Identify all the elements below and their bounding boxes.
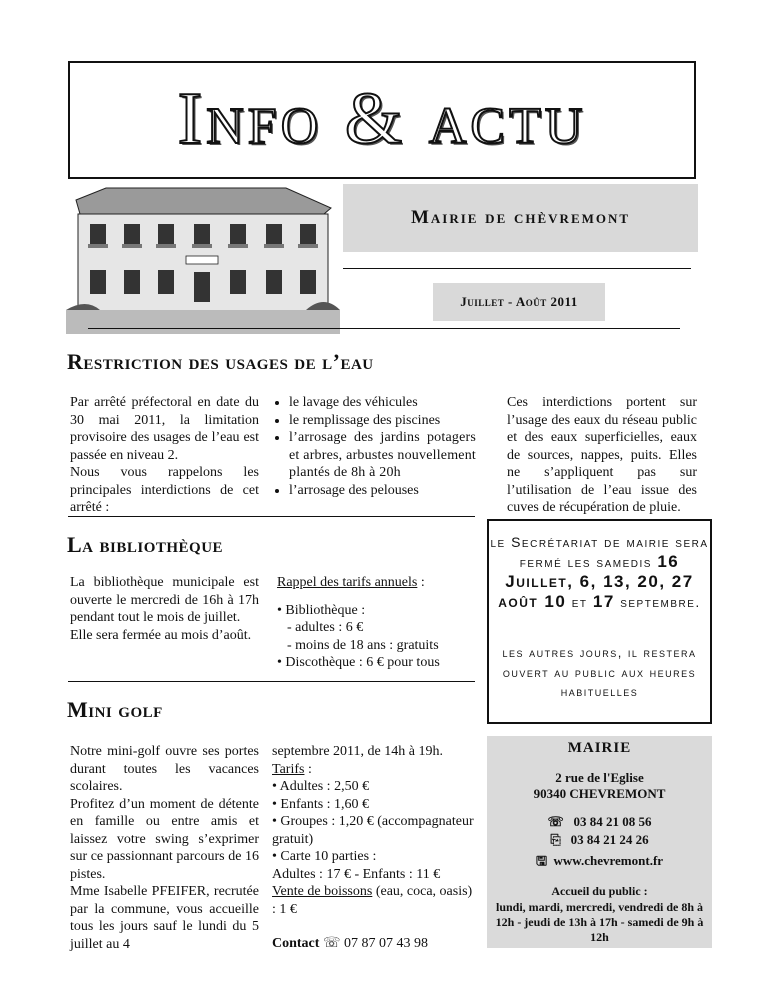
tarifs-label: Tarifs (272, 761, 305, 777)
contact-fax-line (487, 832, 712, 848)
restriction-list (273, 394, 476, 499)
divider (343, 268, 691, 269)
tarifs-label: Rappel des tarifs annuels (277, 575, 418, 590)
boissons-label: Vente de boissons (272, 884, 373, 899)
list-item: • le remplissage des piscines (289, 412, 476, 430)
hours-title: Accueil du public : (551, 884, 648, 898)
secretariat-date-last: 17 (592, 592, 615, 611)
contact-address-1: 2 rue de l'Eglise (555, 770, 644, 785)
list-item: • l’arrosage des pelouses (289, 482, 476, 500)
minigolf-text-2: Profitez d’un moment de détente en famille ou entre amis et laissez votre swing s’exprimer sur ce passionnant parcours de 16 pistes. (70, 796, 259, 882)
tarif-line: - adultes : 6 € (287, 620, 364, 635)
secretariat-dates: 16 Juillet, 6, 13, 20, 27 août 10 (498, 552, 694, 611)
phone-icon: ☏ (322, 936, 341, 951)
contact-fax: 03 84 21 24 26 (570, 832, 649, 847)
bibliotheque-text (70, 574, 259, 644)
hours-text: lundi, mardi, mercredi, vendredi de 8h à 12h - jeudi de 13h à 17h - samedi de 9h à 12h (495, 900, 704, 944)
contact-phone: 07 87 07 43 98 (343, 936, 428, 951)
tarif-line: • Discothèque : 6 € pour tous (277, 655, 440, 670)
tarif-line: Adultes : 17 € - Enfants : 11 € (272, 866, 441, 882)
tarif-line: • Adultes : 2,50 € (272, 779, 370, 794)
contact-title: MAIRIE (567, 740, 632, 756)
secretariat-opening: les autres jours, il restera ouvert au public aux heures habituelles (502, 645, 697, 699)
boissons-text: (eau, coca, oasis) : 1 € (272, 884, 473, 917)
masthead-title: Info & actu (177, 78, 587, 160)
secretariat-text-b: et (566, 594, 593, 610)
issue-date: Juillet - Août 2011 (433, 283, 605, 321)
restriction-heading: Restriction des usages de l’eau (67, 349, 374, 374)
secretariat-closure (490, 533, 709, 612)
tarifs-colon: : (304, 761, 312, 777)
contact-phone: 03 84 21 08 56 (573, 814, 652, 829)
minigolf-heading: Mini golf (67, 697, 163, 722)
computer-icon: 🖫 (535, 853, 548, 868)
bibliotheque-text-2: Elle sera fermée au mois d’août. (70, 627, 252, 643)
divider (88, 328, 680, 329)
contact-label: Contact (272, 936, 320, 951)
bibliotheque-heading: La bibliothèque (67, 532, 224, 557)
minigolf-text-3: Mme Isabelle PFEIFER, recrutée par la commune, vous accueille tous les jours sauf le lundi du 5 juillet au 4 (70, 884, 259, 952)
minigolf-text-1: Notre mini-golf ouvre ses portes durant toutes les vacances scolaires. (70, 744, 259, 794)
bibliotheque-text-1: La bibliothèque municipale est ouverte le mercredi de 16h à 17h pendant tout le mois de juillet. (70, 575, 259, 625)
contact-card (487, 736, 712, 948)
bibliotheque-tarifs (277, 574, 477, 672)
restriction-intro-text-1: Par arrêté préfectoral en date du 30 mai 2011, la limitation provisoire des usages de l’eau est passée en niveau 2. (70, 395, 259, 463)
tarifs-colon: : (417, 575, 425, 590)
minigolf-text-4: septembre 2011, de 14h à 19h. (272, 744, 443, 759)
restriction-note-text: Ces interdictions portent sur l’usage des eaux du réseau public et des eaux superficielles, eaux de sources, nappes, puits. Elles ne s’appliquent pas sur l’utilisation de l’eau issue des cuves de récupération de pluie. (507, 395, 697, 515)
secretariat-text-a: le Secrétariat de mairie sera fermé les samedis (490, 534, 709, 570)
minigolf-tarifs (272, 743, 477, 953)
restriction-intro-text-2: Nous vous rappelons les principales interdictions de cet arrêté : (70, 465, 259, 515)
contact-website-link[interactable]: www.chevremont.fr (553, 853, 664, 868)
restriction-intro (70, 394, 259, 517)
divider (68, 516, 475, 517)
contact-phone-line (487, 814, 712, 830)
contact-address-2: 90340 CHEVREMONT (533, 786, 666, 801)
minigolf-text (70, 743, 259, 953)
tarif-line: • Carte 10 parties : (272, 849, 377, 864)
tarif-line: • Groupes : 1,20 € (accompagnateur gratuit) (272, 814, 474, 847)
fax-icon: ⎘ (550, 832, 561, 847)
list-item: • l’arrosage des jardins potagers et arbres, arbustes nouvellement plantés de 8h à 20h (289, 429, 476, 482)
tarif-line: • Enfants : 1,60 € (272, 796, 370, 812)
tarif-line: • Bibliothèque : (277, 602, 366, 618)
mairie-title: Mairie de chèvremont (410, 207, 631, 228)
list-item: • le lavage des véhicules (289, 394, 476, 412)
tarif-line: - moins de 18 ans : gratuits (287, 637, 439, 653)
contact-web-line[interactable] (487, 852, 712, 874)
town-hall-illustration (66, 186, 340, 334)
secretariat-text-c: septembre. (614, 594, 701, 610)
phone-icon: ☏ (547, 814, 564, 829)
restriction-note (507, 394, 697, 517)
divider (68, 681, 475, 682)
